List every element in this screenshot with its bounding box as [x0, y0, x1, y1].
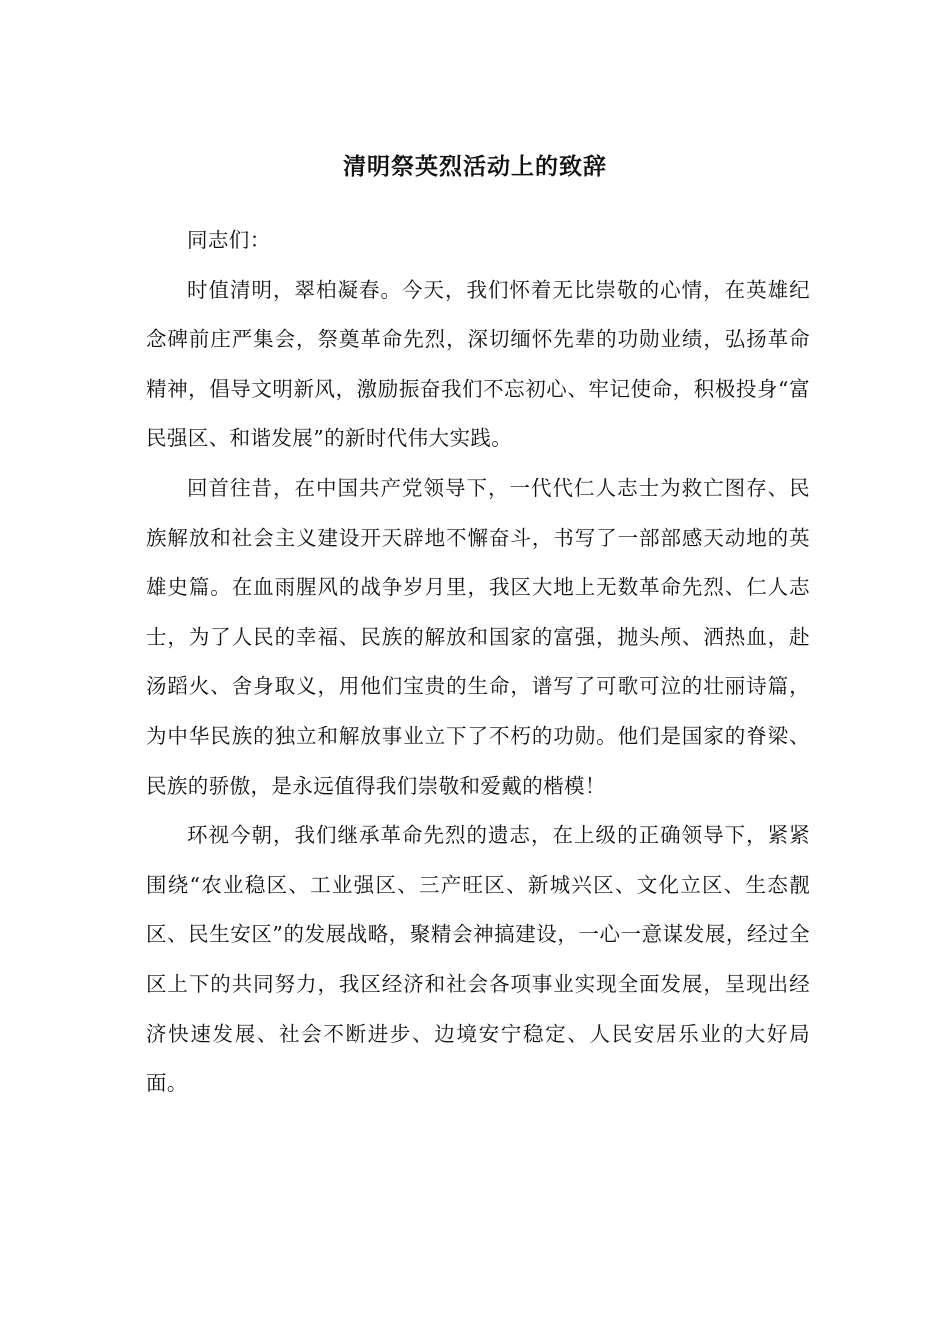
paragraph-2: 回首往昔，在中国共产党领导下，一代代仁人志士为救亡图存、民族解放和社会主义建设开天辟地不懈奋斗，书写了一部部感天动地的英雄史篇。在血雨腥风的战争岁月里，我区大地上无数革命先烈、仁人志士，为了人民的幸福、民族的解放和国家的富强，抛头颅、洒热血，赴汤蹈火、舍身取义，用他们宝贵的生命，谱写了可歌可泣的壮丽诗篇，为中华民族的独立和解放事业立下了不朽的功勋。他们是国家的脊梁、民族的骄傲，是永远值得我们崇敬和爱戴的楷模！: [146, 475, 810, 798]
salutation: 同志们：: [187, 228, 271, 252]
document-body: [146, 216, 810, 1109]
document-title: 清明祭英烈活动上的致辞: [343, 154, 607, 180]
paragraph-3: 环视今朝，我们继承革命先烈的遗志，在上级的正确领导下，紧紧围绕“农业稳区、工业强区、三产旺区、新城兴区、文化立区、生态靓区、民生安区”的发展战略，聚精会神搞建设，一心一意谋发展，经过全区上下的共同努力，我区经济和社会各项事业实现全面发展，呈现出经济快速发展、社会不断进步、边境安宁稳定、人民安居乐业的大好局面。: [146, 823, 810, 1096]
paragraph-1: 时值清明，翠柏凝春。今天，我们怀着无比崇敬的心情，在英雄纪念碑前庄严集会，祭奠革命先烈，深切缅怀先辈的功勋业绩，弘扬革命精神，倡导文明新风，激励振奋我们不忘初心、牢记使命，积极投身“富民强区、和谐发展”的新时代伟大实践。: [146, 277, 810, 451]
